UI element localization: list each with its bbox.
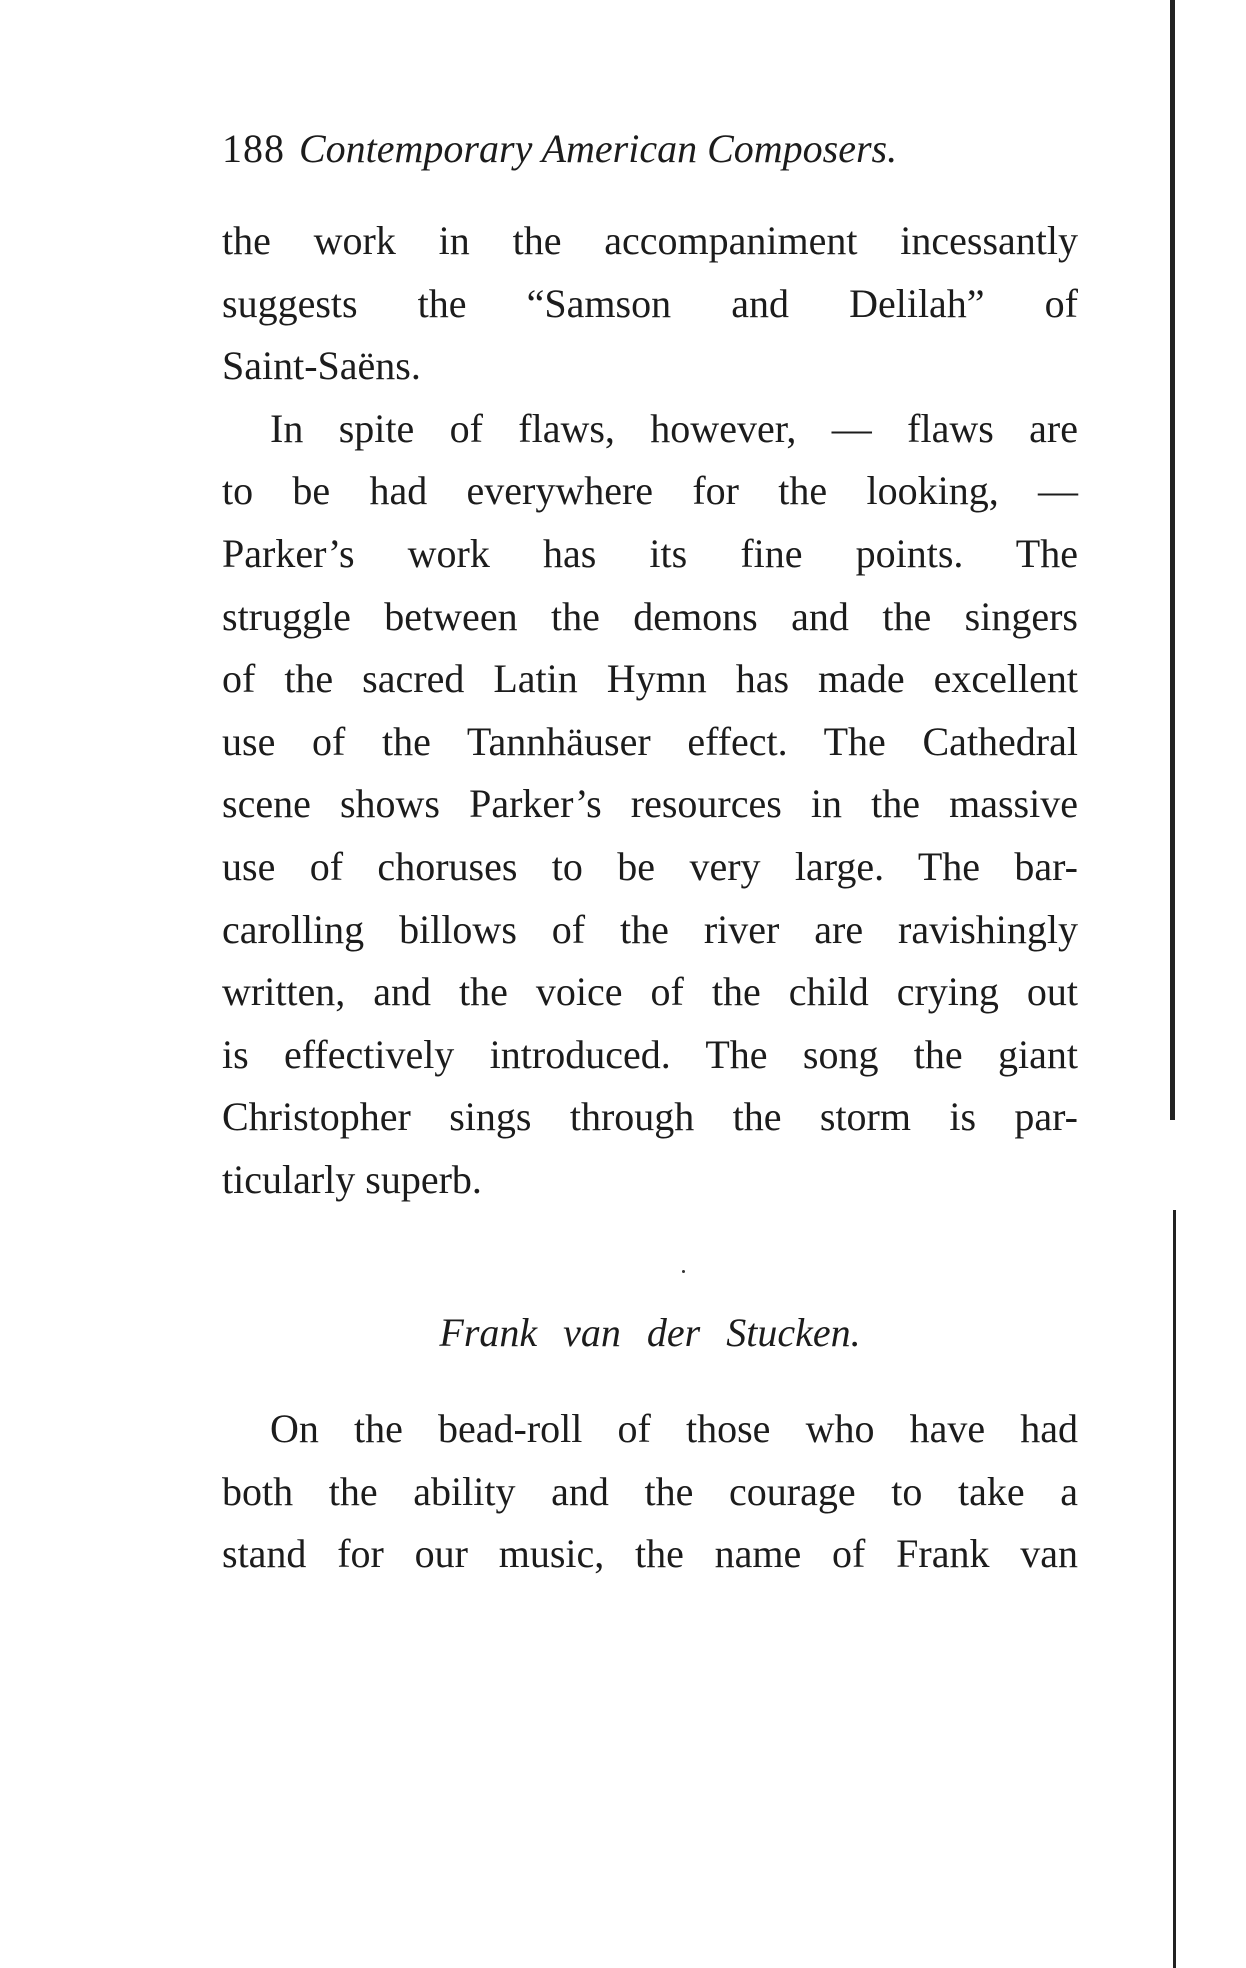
text-line: to be had everywhere for the looking, —: [222, 468, 1078, 514]
text-line: of the sacred Latin Hymn has made excellent: [222, 656, 1078, 702]
text-line: On the bead-roll of those who have had: [270, 1406, 1078, 1451]
page-number: 188: [222, 126, 285, 171]
section-heading: Frank van der Stucken.: [439, 1310, 861, 1355]
text-line: suggests the “Samson and Delilah” of: [222, 280, 1078, 326]
paragraph-van-der-stucken: [222, 1398, 1078, 1586]
text-line: carolling billows of the river are ravishingly: [222, 906, 1078, 952]
text-line: stand for our music, the name of Frank van: [222, 1531, 1078, 1577]
text-line: use of the Tannhäuser effect. The Cathedral: [222, 718, 1078, 764]
text-line: Christopher sings through the storm is par-: [222, 1094, 1078, 1140]
text-line: ticularly superb.: [222, 1156, 482, 1202]
text-line: both the ability and the courage to take a: [222, 1468, 1078, 1514]
page-edge-line-upper: [1170, 0, 1175, 1120]
section-divider-dot: [682, 1270, 685, 1273]
body-text-lower: [222, 1398, 1078, 1586]
text-line: Parker’s work has its fine points. The: [222, 530, 1078, 576]
text-line: is effectively introduced. The song the giant: [222, 1031, 1078, 1077]
text-line: Saint-Saëns.: [222, 343, 421, 389]
text-line: In spite of flaws, however, — flaws are: [270, 405, 1078, 451]
text-line: use of choruses to be very large. The bar-: [222, 843, 1078, 889]
text-line: scene shows Parker’s resources in the massive: [222, 781, 1078, 827]
body-text-upper: [222, 210, 1078, 1212]
running-title: Contemporary American Composers.: [299, 126, 898, 171]
text-line: struggle between the demons and the singers: [222, 593, 1078, 639]
text-line: written, and the voice of the child crying out: [222, 969, 1078, 1015]
running-head: [222, 124, 1082, 174]
paragraph-continued: [222, 210, 1078, 398]
paragraph-parker-work: [222, 398, 1078, 1212]
text-line: the work in the accompaniment incessantly: [222, 218, 1078, 263]
page-edge-line-lower: [1173, 1210, 1176, 1968]
